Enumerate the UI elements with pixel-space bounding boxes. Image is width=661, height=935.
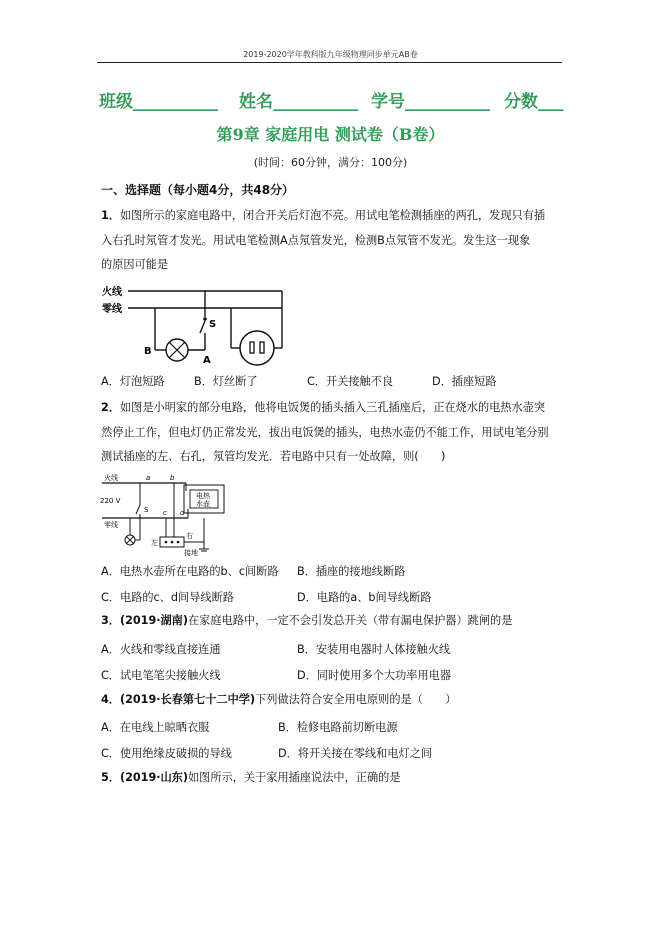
running-header: 2019-2020学年教科版九年级物理同步单元AB卷 bbox=[243, 50, 418, 59]
q4-option-a[interactable]: A．在电线上晾晒衣服 bbox=[101, 721, 210, 734]
student-info-row bbox=[97, 87, 567, 111]
class-field[interactable]: 班级__________ bbox=[99, 92, 218, 112]
q2-circuit-figure bbox=[100, 471, 230, 557]
q3-option-d[interactable]: D．同时使用多个大功率用电器 bbox=[297, 669, 452, 682]
point-a-label: A bbox=[203, 355, 211, 366]
ground-label: 接地 bbox=[184, 549, 198, 557]
question-3-line-1 bbox=[101, 609, 564, 634]
question-2-line-1 bbox=[101, 396, 564, 421]
q1-option-d[interactable]: D．插座短路 bbox=[432, 375, 497, 388]
socket-left-hole bbox=[250, 342, 254, 353]
header-rule bbox=[97, 62, 562, 63]
question-1-text-1: 如图所示的家庭电路中，闭合开关后灯泡不亮。用试电笔检测插座的两孔，发现只有插 bbox=[119, 209, 546, 222]
live-wire-label: 火线 bbox=[104, 474, 118, 482]
question-source: (2019·长春第七十二中学) bbox=[119, 693, 256, 706]
question-number: 4． bbox=[101, 693, 120, 706]
q4-options-row-1 bbox=[101, 719, 564, 739]
q4-options-row-2 bbox=[101, 745, 564, 765]
question-1-line-1 bbox=[101, 204, 564, 229]
lamp-switch-blade bbox=[136, 505, 140, 514]
point-b-label: B bbox=[144, 346, 152, 357]
q3-option-c[interactable]: C．试电笔笔尖接触火线 bbox=[101, 669, 221, 682]
switch-contact bbox=[203, 317, 207, 321]
question-4-line-1 bbox=[101, 688, 564, 713]
socket-hole-left bbox=[165, 541, 168, 544]
question-number: 5． bbox=[101, 771, 120, 784]
question-5-line-1 bbox=[101, 766, 564, 791]
q3-option-a[interactable]: A．火线和零线直接连通 bbox=[101, 643, 221, 656]
q3-option-b[interactable]: B．安装用电器时人体接触火线 bbox=[297, 643, 451, 656]
section-title: 一、选择题（每小题4分，共48分） bbox=[101, 183, 295, 197]
q2-option-b[interactable]: B．插座的接地线断路 bbox=[297, 565, 406, 578]
q1-option-b[interactable]: B．灯丝断了 bbox=[194, 375, 258, 388]
question-2 bbox=[101, 396, 564, 470]
live-wire-label: 火线 bbox=[102, 287, 122, 298]
socket-right-label: 右 bbox=[186, 532, 193, 540]
voltage-label: 220 V bbox=[100, 497, 121, 505]
exam-info: (时间：60分钟，满分：100分) bbox=[253, 156, 408, 169]
question-2-line-3: 测试插座的左、右孔，氖管均发光．若电路中只有一处故障，则( ) bbox=[101, 450, 446, 463]
socket-hole-mid bbox=[171, 541, 174, 544]
question-2-line-2: 然停止工作，但电灯仍正常发光，拔出电饭煲的插头，电热水壶仍不能工作，用试电笔分别 bbox=[101, 425, 549, 439]
q1-option-c[interactable]: C．开关接触不良 bbox=[307, 375, 394, 388]
point-c-label: c bbox=[163, 509, 167, 517]
question-5-text: 如图所示，关于家用插座说法中，正确的是 bbox=[187, 771, 401, 784]
switch-label: S bbox=[144, 506, 149, 514]
question-3 bbox=[101, 609, 564, 634]
q1-option-a[interactable]: A．灯泡短路 bbox=[101, 375, 165, 388]
point-a-label: a bbox=[146, 474, 151, 482]
score-field[interactable]: 分数___ bbox=[504, 92, 564, 112]
switch-label: S bbox=[209, 319, 217, 330]
question-2-text-1: 如图是小明家的部分电路，他将电饭煲的插头插入三孔插座后，正在烧水的电热水壶突 bbox=[119, 401, 546, 414]
question-1-line-3: 的原因可能是 bbox=[101, 258, 169, 271]
q3-options-row-2 bbox=[101, 667, 564, 687]
question-4-text: 下列做法符合安全用电原则的是（ ） bbox=[255, 693, 457, 706]
question-1-line-2: 入右孔时氖管才发光。用试电笔检测A点氖管发光，检测B点氖管不发光。发生这一现象 bbox=[101, 233, 531, 247]
id-field[interactable]: 学号__________ bbox=[371, 92, 490, 112]
neutral-wire-label: 零线 bbox=[102, 304, 122, 315]
q2-option-d[interactable]: D．电路的a、b间导线断路 bbox=[297, 591, 432, 604]
chapter-title: 第9章 家庭用电 测试卷（B卷） bbox=[216, 125, 445, 144]
q3-options-row-1 bbox=[101, 641, 564, 661]
question-1 bbox=[101, 204, 564, 278]
q4-option-b[interactable]: B．检修电路前切断电源 bbox=[278, 721, 398, 734]
q2-options-row-2 bbox=[101, 589, 564, 609]
socket-left-label: 左 bbox=[151, 539, 158, 547]
switch-blade bbox=[200, 321, 205, 333]
socket-right-hole bbox=[260, 342, 264, 353]
point-d-label: d bbox=[180, 509, 185, 517]
question-4 bbox=[101, 688, 564, 713]
question-3-text: 在家庭电路中，一定不会引发总开关（带有漏电保护器）跳闸的是 bbox=[187, 614, 513, 627]
socket-icon bbox=[240, 331, 274, 365]
question-source: (2019·湖南) bbox=[119, 614, 188, 627]
question-number: 3． bbox=[101, 614, 120, 627]
neutral-wire-label: 零线 bbox=[104, 521, 118, 529]
q4-option-d[interactable]: D．将开关接在零线和电灯之间 bbox=[278, 747, 433, 760]
question-5 bbox=[101, 766, 564, 791]
q2-option-a[interactable]: A．电热水壶所在电路的b、c间断路 bbox=[101, 565, 279, 578]
socket-hole-right bbox=[177, 541, 180, 544]
kettle-label-2: 水壶 bbox=[196, 500, 210, 508]
question-source: (2019·山东) bbox=[119, 771, 188, 784]
name-field[interactable]: 姓名__________ bbox=[239, 92, 358, 112]
q1-circuit-figure bbox=[100, 281, 300, 367]
kettle-label-1: 电热 bbox=[196, 492, 210, 500]
question-number: 1． bbox=[101, 209, 120, 222]
q4-option-c[interactable]: C．使用绝缘皮破损的导线 bbox=[101, 747, 232, 760]
q2-options-row-1 bbox=[101, 563, 564, 583]
point-b-label: b bbox=[170, 474, 175, 482]
q2-option-c[interactable]: C．电路的c、d间导线断路 bbox=[101, 591, 234, 604]
q1-options bbox=[101, 373, 564, 393]
question-number: 2． bbox=[101, 401, 120, 414]
